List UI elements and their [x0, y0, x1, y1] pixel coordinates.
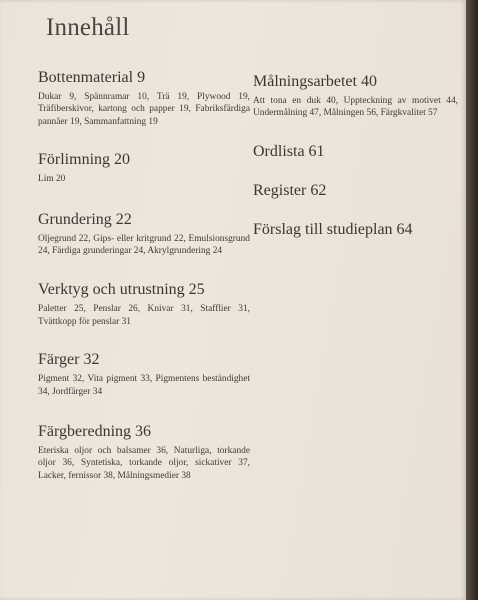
toc-heading: Register 62 — [253, 181, 327, 199]
toc-details: Att tona en duk 40, Uppteckning av motivet 44, Undermålning 47, Målningen 56, Färgkvalitet 57 — [253, 96, 458, 119]
toc-heading: Grundering 22 — [38, 210, 132, 228]
toc-details: Lim 20 — [38, 174, 66, 185]
toc-heading: Ordlista 61 — [253, 142, 325, 160]
book-edge-shadow — [466, 0, 478, 600]
toc-heading: Verktyg och utrustning 25 — [38, 281, 205, 299]
toc-entry — [38, 280, 250, 328]
toc-heading: Bottenmaterial 9 — [38, 69, 146, 86]
toc-entry — [38, 422, 250, 482]
toc-details: Paletter 25, Penslar 26, Knivar 31, Stafflier 31, Tvättkopp för penslar 31 — [38, 304, 250, 327]
page-title: Innehåll — [46, 14, 130, 41]
toc-left-column — [38, 68, 250, 482]
toc-heading: Målningsarbetet 40 — [253, 73, 377, 90]
toc-entry — [38, 68, 250, 128]
toc-details: Eteriska oljor och balsamer 36, Naturliga, torkande oljor 36, Syntetiska, torkande oljor, sickativer 37, Lacker, fernissor 38, Målningsmedier 38 — [38, 446, 250, 481]
toc-heading: Förslag till studieplan 64 — [253, 220, 413, 238]
toc-right-column — [253, 72, 458, 240]
toc-heading: Färgberedning 36 — [38, 423, 152, 441]
toc-heading: Färger 32 — [38, 351, 100, 369]
toc-entry — [38, 150, 250, 185]
toc-entry — [253, 72, 458, 120]
toc-heading: Förlimning 20 — [38, 151, 131, 169]
toc-entry — [253, 220, 458, 240]
toc-entry — [38, 210, 250, 258]
toc-details: Pigment 32, Vita pigment 33, Pigmentens beständighet 34, Jordfärger 34 — [38, 374, 250, 397]
toc-details: Dukar 9, Spännramar 10, Trä 19, Plywood 19, Träfiberskivor, kartong och papper 19, Fabriksfärdiga pannåer 19, Sammanfattning 19 — [38, 92, 250, 127]
toc-details: Oljegrund 22, Gips- eller kritgrund 22, Emulsionsgrund 24, Färdiga grunderingar 24, Akrylgrundering 24 — [38, 233, 250, 257]
toc-entry — [253, 142, 458, 162]
toc-entry — [253, 181, 458, 201]
toc-entry — [38, 350, 250, 398]
